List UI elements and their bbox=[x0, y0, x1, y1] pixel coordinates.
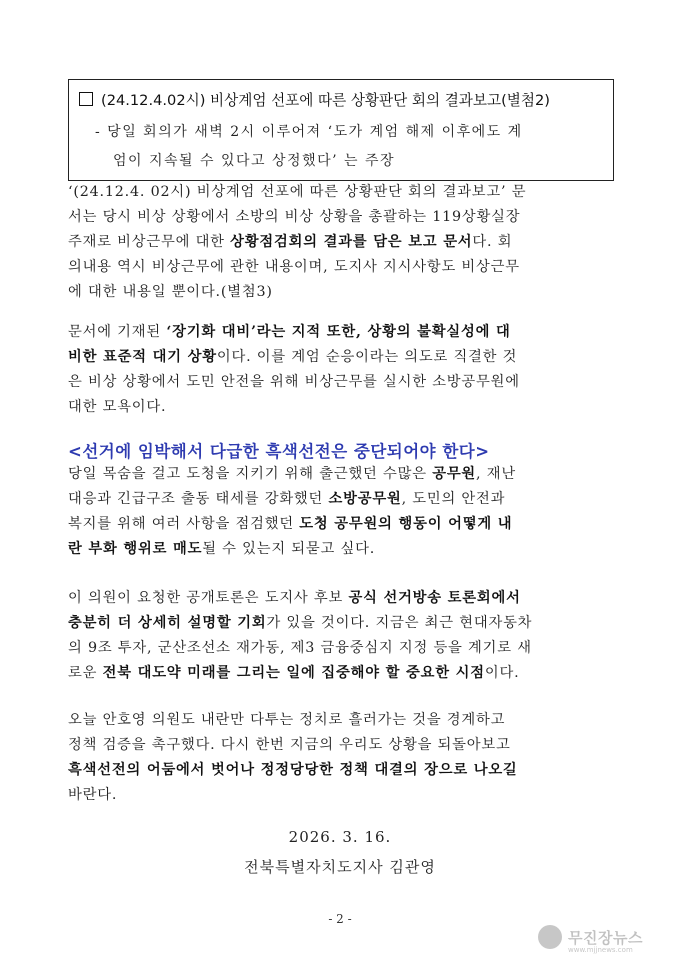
bold-text-run: 소방공무원 bbox=[328, 491, 402, 507]
text-run: 가 있을 것이다. 지금은 최근 현대자동차 bbox=[266, 615, 533, 631]
bold-text-run: ‘장기화 대비’라는 지적 또한, 상황의 불확실성에 대 bbox=[166, 324, 511, 340]
paragraph-line bbox=[68, 586, 616, 611]
page-number: - 2 - bbox=[328, 912, 352, 926]
paragraph-1 bbox=[68, 180, 616, 305]
paragraph-line: 의내용 역시 비상근무에 관한 내용이며, 도지사 지시사항도 비상근무 bbox=[68, 259, 520, 275]
paragraph-line: 에 대한 내용일 뿐이다.(별첨3) bbox=[68, 284, 273, 300]
text-run: 로운 bbox=[68, 665, 103, 681]
bold-text-run: 상황점검회의 결과를 담은 보고 문서 bbox=[230, 234, 473, 250]
paragraph-line bbox=[68, 537, 616, 562]
summary-box bbox=[68, 79, 614, 181]
paragraph-line bbox=[68, 230, 616, 255]
paragraph-line: 은 비상 상황에서 도민 안전을 위해 비상근무를 실시한 소방공무원에 bbox=[68, 374, 520, 390]
paragraph-line bbox=[68, 320, 616, 345]
paragraph-line: 정책 검증을 촉구했다. 다시 한번 지금의 우리도 상황을 되돌아보고 bbox=[68, 737, 511, 753]
summary-box-title-text: (24.12.4.02시) 비상계엄 선포에 따른 상황판단 회의 결과보고(별첨2) bbox=[101, 92, 550, 109]
paragraph-line: 대한 모욕이다. bbox=[68, 399, 167, 415]
text-run: 대응과 긴급구조 출동 태세를 강화했던 bbox=[68, 491, 329, 507]
paragraph-line: 서는 당시 비상 상황에서 소방의 비상 상황을 총괄하는 119상황실장 bbox=[68, 209, 521, 225]
checkbox-square-icon bbox=[79, 92, 93, 106]
text-run: 복지를 위해 여러 사항을 점검했던 bbox=[68, 516, 300, 532]
signature-date: 2026. 3. 16. bbox=[288, 828, 392, 846]
paragraph-5 bbox=[68, 708, 616, 808]
signature-author: 전북특별자치도지사 김관영 bbox=[244, 858, 436, 876]
text-run: 주재로 비상근무에 대한 bbox=[68, 234, 231, 250]
bold-text-run: 공식 선거방송 토론회에서 bbox=[348, 590, 521, 606]
text-run: 이다. 이를 계엄 순응이라는 의도로 직결한 것 bbox=[216, 349, 518, 365]
text-run: 될 수 있는지 되묻고 싶다. bbox=[202, 541, 376, 557]
paragraph-line bbox=[68, 512, 616, 537]
watermark-text: 무진장뉴스 bbox=[568, 928, 643, 947]
section-heading: <선거에 임박해서 다급한 흑색선전은 중단되어야 한다> bbox=[68, 442, 490, 461]
watermark-logo-icon bbox=[538, 925, 562, 949]
paragraph-line bbox=[68, 661, 616, 686]
bold-text-run: 공무원 bbox=[432, 466, 477, 482]
text-run: 문서에 기재된 bbox=[68, 324, 167, 340]
summary-box-line-1: - 당일 회의가 새벽 2시 이루어져 ‘도가 계엄 해제 이후에도 계 bbox=[95, 124, 523, 140]
bold-text-run: 란 부화 행위로 매도 bbox=[68, 541, 203, 557]
text-run: 이 의원이 요청한 공개토론은 도지사 후보 bbox=[68, 590, 349, 606]
paragraph-2 bbox=[68, 320, 616, 420]
text-run: , 도민의 안전과 bbox=[401, 491, 506, 507]
paragraph-4 bbox=[68, 586, 616, 686]
paragraph-line: ‘(24.12.4. 02시) 비상계엄 선포에 따른 상황판단 회의 결과보고’ 문 bbox=[68, 184, 527, 200]
text-run: 다. 회 bbox=[472, 234, 513, 250]
paragraph-line: 바란다. bbox=[68, 787, 118, 803]
watermark-sub: www.mjjnews.com bbox=[568, 946, 633, 954]
text-run: 이다. bbox=[484, 665, 520, 681]
paragraph-line: 흑색선전의 어둠에서 벗어나 정정당당한 정책 대결의 장으로 나오길 bbox=[68, 762, 518, 778]
paragraph-line bbox=[68, 462, 616, 487]
paragraph-line bbox=[68, 611, 616, 636]
paragraph-line: 오늘 안호영 의원도 내란만 다투는 정치로 흘러가는 것을 경계하고 bbox=[68, 712, 506, 728]
paragraph-line: 의 9조 투자, 군산조선소 재가동, 제3 금융중심지 지정 등을 계기로 새 bbox=[68, 640, 532, 656]
summary-box-line-2: 엄이 지속될 수 있다고 상정했다’ 는 주장 bbox=[113, 153, 396, 169]
bold-text-run: 충분히 더 상세히 설명할 기회 bbox=[68, 615, 267, 631]
text-run: 당일 목숨을 걸고 도청을 지키기 위해 출근했던 수많은 bbox=[68, 466, 433, 482]
watermark bbox=[538, 922, 672, 952]
bold-text-run: 전북 대도약 미래를 그리는 일에 집중해야 할 중요한 시점 bbox=[102, 665, 485, 681]
paragraph-3 bbox=[68, 462, 616, 562]
paragraph-line bbox=[68, 487, 616, 512]
bold-text-run: 도청 공무원의 행동이 어떻게 내 bbox=[299, 516, 513, 532]
paragraph-line bbox=[68, 345, 616, 370]
text-run: , 재난 bbox=[476, 466, 516, 482]
summary-box-title bbox=[79, 89, 550, 110]
bold-text-run: 비한 표준적 대기 상황 bbox=[68, 349, 217, 365]
